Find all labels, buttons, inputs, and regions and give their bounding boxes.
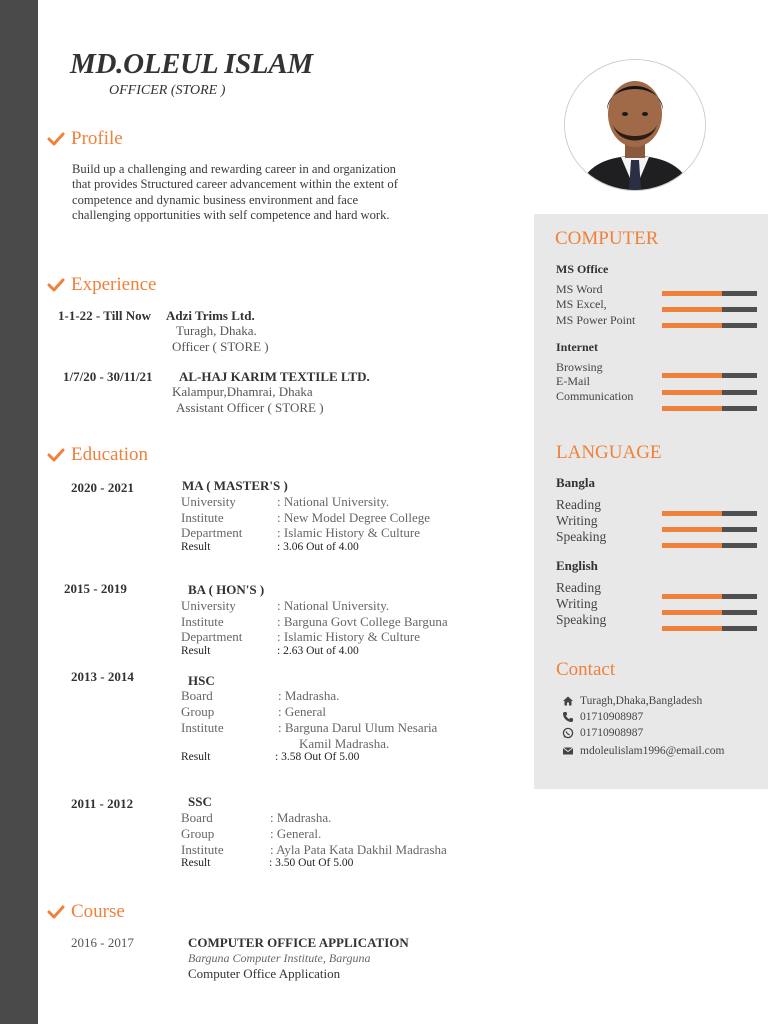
education-degree: SSC [188, 794, 212, 809]
profile-line: that provides Structured career advancement within the extent of [72, 177, 398, 192]
profile-photo [564, 59, 706, 191]
experience-company: AL-HAJ KARIM TEXTILE LTD. [179, 369, 370, 384]
experience-heading-label: Experience [71, 274, 157, 295]
skill-level-bar [662, 373, 757, 378]
course-heading [47, 901, 125, 923]
education-value: : Madrasha. [278, 688, 340, 703]
contact-text: 01710908987 [580, 711, 644, 723]
contact-text: mdoleulislam1996@email.com [580, 745, 725, 757]
education-value: : Islamic History & Culture [277, 525, 420, 540]
check-icon [47, 132, 65, 146]
course-subject: Computer Office Application [188, 966, 341, 981]
language-heading: LANGUAGE [556, 442, 662, 463]
profile-line: challenging opportunities with self competence and hard work. [72, 207, 390, 222]
language-skill: Speaking [556, 529, 607, 544]
experience-date: 1/7/20 - 30/11/21 [63, 369, 153, 384]
computer-heading: COMPUTER [555, 228, 659, 249]
language-skill: Writing [556, 596, 598, 611]
skill-group-title: Internet [556, 340, 598, 354]
education-label: University [181, 494, 236, 509]
course-years: 2016 - 2017 [71, 935, 134, 950]
education-label: Institute [181, 510, 224, 525]
language-skill: Reading [556, 580, 601, 595]
education-label: Board [181, 688, 213, 703]
education-years: 2011 - 2012 [71, 796, 134, 811]
person-portrait-icon [565, 60, 705, 190]
contact-phone [562, 711, 643, 723]
education-value: : Islamic History & Culture [277, 629, 420, 644]
language-level-bar [662, 610, 757, 615]
language-level-bar [662, 543, 757, 548]
education-years: 2013 - 2014 [71, 669, 134, 684]
email-icon [562, 745, 574, 757]
language-group-title: English [556, 558, 598, 573]
course-institute: Barguna Computer Institute, Barguna [188, 951, 371, 965]
education-years: 2015 - 2019 [64, 581, 127, 596]
education-degree: HSC [188, 673, 215, 688]
education-label: Institute [181, 720, 224, 735]
education-heading [47, 444, 148, 466]
language-level-bar [662, 511, 757, 516]
experience-heading [47, 274, 156, 296]
education-label: Board [181, 810, 213, 825]
contact-heading: Contact [556, 659, 616, 680]
education-label: Department [181, 525, 243, 540]
education-value: : Barguna Govt College Barguna [277, 614, 448, 629]
skill-level-bar [662, 323, 757, 328]
check-icon [47, 905, 65, 919]
contact-whatsapp [562, 727, 643, 739]
language-level-bar [662, 527, 757, 532]
education-value: : National University. [277, 598, 390, 613]
skill-item: Browsing [556, 360, 603, 374]
profile-line: competence and dynamic business environment and face [72, 192, 359, 207]
language-level-bar [662, 626, 757, 631]
education-result-value: : 3.06 Out of 4.00 [277, 541, 359, 553]
education-label: Institute [181, 614, 224, 629]
course-name: COMPUTER OFFICE APPLICATION [188, 935, 409, 950]
profile-text [72, 162, 462, 223]
education-label: Department [181, 629, 243, 644]
language-group-title: Bangla [556, 475, 596, 490]
profile-heading-label: Profile [71, 128, 123, 149]
education-label: University [181, 598, 236, 613]
education-heading-label: Education [71, 444, 149, 465]
experience-role: Officer ( STORE ) [172, 339, 269, 354]
check-icon [47, 278, 65, 292]
education-value: : New Model Degree College [277, 510, 431, 525]
education-label: Group [181, 826, 215, 841]
education-result-label: Result [181, 857, 211, 869]
education-result-label: Result [181, 645, 211, 657]
education-value: : General [278, 704, 327, 719]
experience-location: Turagh, Dhaka. [176, 323, 257, 338]
home-icon [562, 695, 574, 707]
phone-icon [562, 711, 574, 723]
education-result-label: Result [181, 751, 211, 763]
education-result-value: : 3.50 Out Of 5.00 [269, 857, 354, 869]
education-value: : Madrasha. [270, 810, 332, 825]
language-skill: Speaking [556, 612, 607, 627]
skill-level-bar [662, 406, 757, 411]
contact-email [562, 745, 724, 757]
profile-line: Build up a challenging and rewarding career in and organization [72, 162, 396, 176]
education-label: Institute [181, 842, 224, 857]
skill-item: MS Excel, [556, 297, 607, 311]
language-skill: Writing [556, 513, 598, 528]
course-heading-label: Course [71, 901, 125, 922]
skill-item: MS Power Point [556, 313, 636, 327]
education-degree: MA ( MASTER'S ) [182, 478, 288, 493]
education-years: 2020 - 2021 [71, 480, 134, 495]
language-level-bar [662, 594, 757, 599]
education-value: : National University. [277, 494, 390, 509]
profile-heading [47, 128, 123, 150]
education-result-value: : 3.58 Out Of 5.00 [275, 751, 360, 763]
experience-company: Adzi Trims Ltd. [166, 308, 255, 323]
experience-role: Assistant Officer ( STORE ) [176, 400, 324, 415]
education-result-label: Result [181, 541, 211, 553]
skill-item: E-Mail [556, 374, 590, 388]
contact-text: 01710908987 [580, 727, 644, 739]
skill-item: Communication [556, 389, 634, 403]
experience-location: Kalampur,Dhamrai, Dhaka [172, 384, 313, 399]
left-decorative-bar [0, 0, 38, 1024]
contact-address [562, 695, 702, 707]
skill-item: MS Word [556, 282, 603, 296]
skill-level-bar [662, 307, 757, 312]
experience-date: 1-1-22 - Till Now [58, 308, 152, 323]
education-degree: BA ( HON'S ) [188, 582, 265, 597]
education-label: Group [181, 704, 215, 719]
education-value: : Ayla Pata Kata Dakhil Madrasha [270, 842, 447, 857]
skill-level-bar [662, 390, 757, 395]
language-skill: Reading [556, 497, 601, 512]
education-value: : Barguna Darul Ulum Nesaria [278, 720, 438, 735]
candidate-title: OFFICER (STORE ) [109, 83, 226, 98]
contact-text: Turagh,Dhaka,Bangladesh [580, 695, 703, 707]
education-value: : General. [270, 826, 322, 841]
skill-group-title: MS Office [556, 262, 609, 276]
skill-level-bar [662, 291, 757, 296]
education-result-value: : 2.63 Out of 4.00 [277, 645, 359, 657]
education-value-continued: Kamil Madrasha. [299, 736, 390, 751]
check-icon [47, 448, 65, 462]
candidate-name: MD.OLEUL ISLAM [70, 48, 313, 80]
whatsapp-icon [562, 727, 574, 739]
